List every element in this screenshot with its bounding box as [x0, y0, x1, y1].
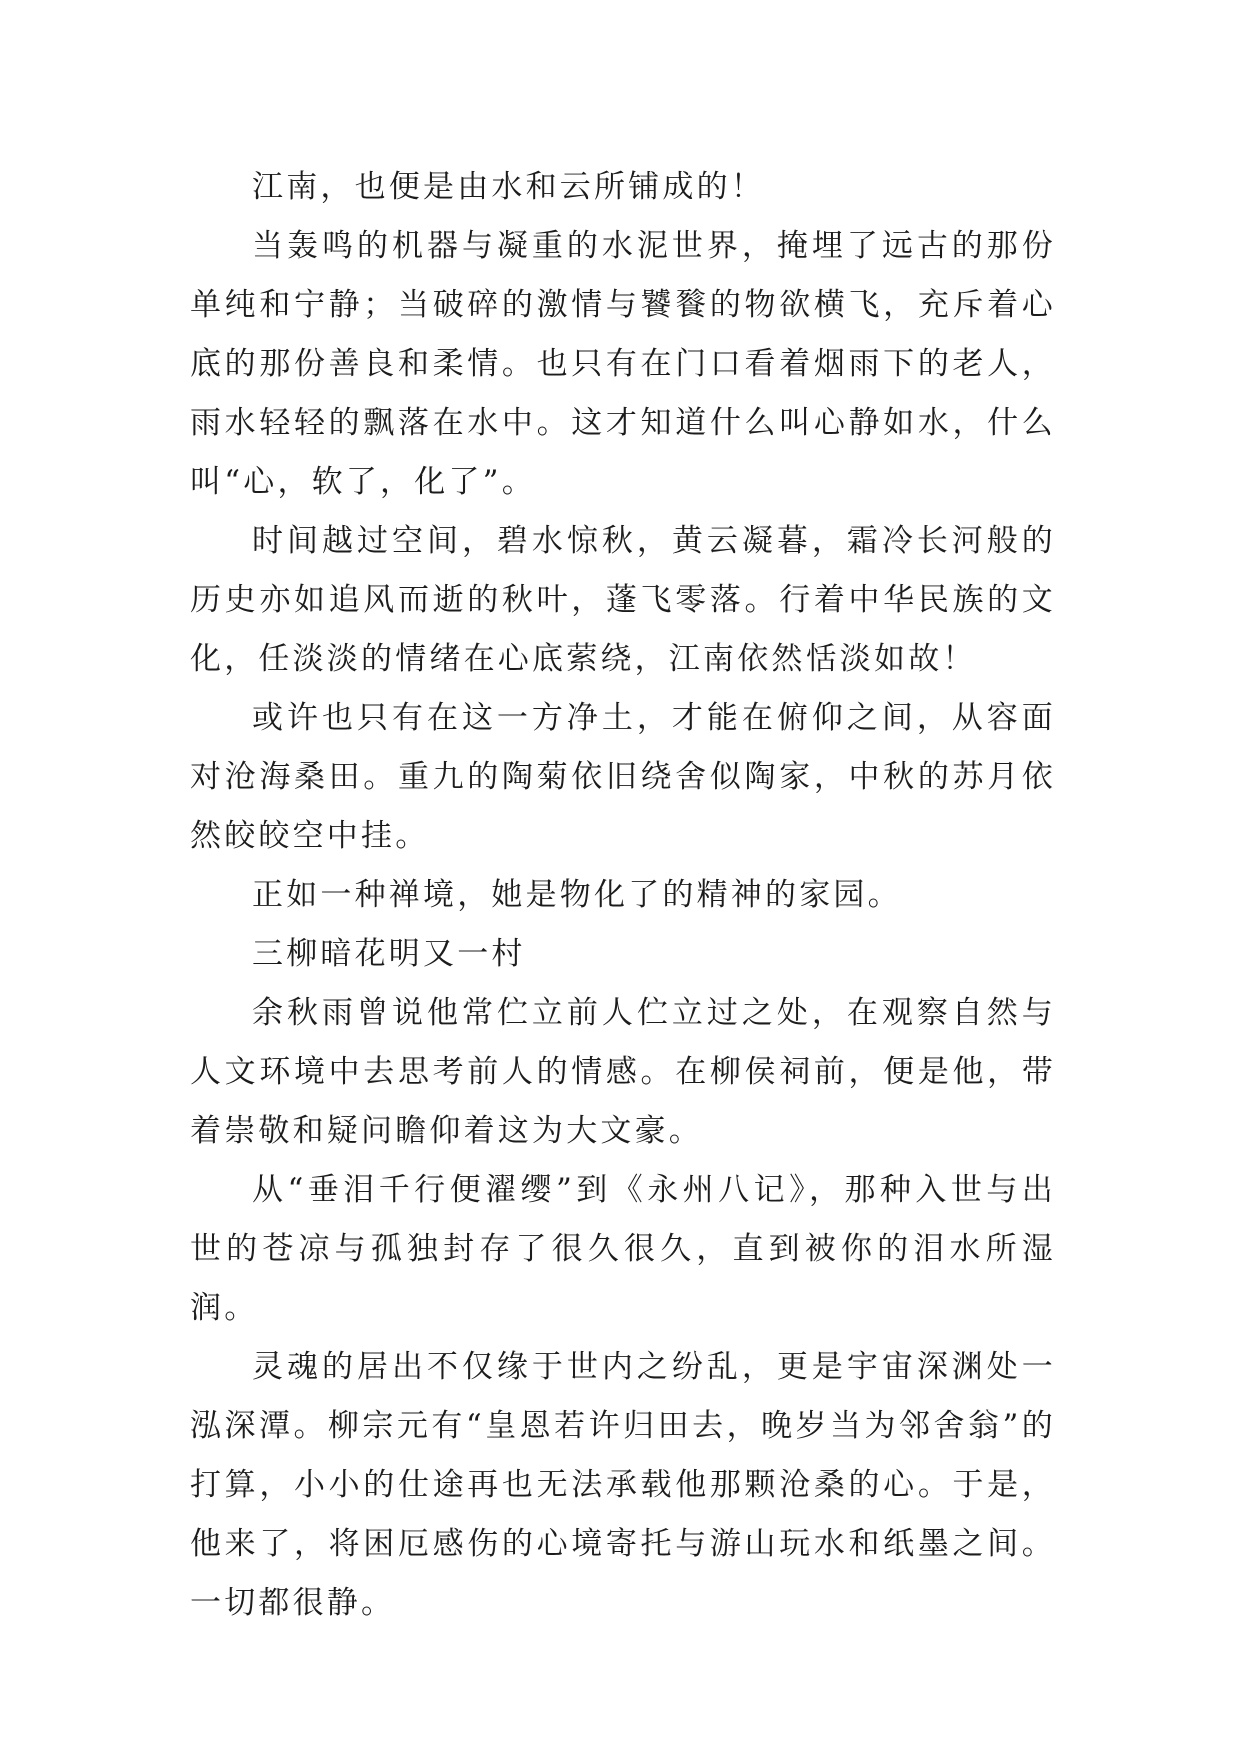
paragraph-time-over-space: 时间越过空间，碧水惊秋，黄云凝暮，霜冷长河般的历史亦如追风而逝的秋叶，蓬飞零落。行着中华民族的文化，任淡淡的情绪在心底萦绕，江南依然恬淡如故！	[190, 523, 1056, 677]
paragraph-liu-zongyuan-soul: 灵魂的居出不仅缘于世内之纷乱，更是宇宙深渊处一泓深潭。柳宗元有“皇恩若许归田去，晚岁当为邻舍翁”的打算，小小的仕途再也无法承载他那颗沧桑的心。于是，他来了，将困厄感伤的心境寄托与游山玩水和纸墨之间。一切都很静。	[190, 1349, 1056, 1621]
paragraph-jiangnan-water-cloud: 江南，也便是由水和云所铺成的！	[252, 169, 765, 205]
document-body	[190, 158, 1056, 1633]
section-heading: 三柳暗花明又一村	[252, 936, 526, 972]
paragraph-yu-qiuyu: 余秋雨曾说他常伫立前人伫立过之处，在观察自然与人文环境中去思考前人的情感。在柳侯祠前，便是他，带着崇敬和疑问瞻仰着这为大文豪。	[190, 995, 1056, 1149]
paragraph-yongzhou-baji: 从“垂泪千行便濯缨”到《永州八记》，那种入世与出世的苍凉与孤独封存了很久很久，直到被你的泪水所湿润。	[190, 1172, 1056, 1326]
paragraph-machines-and-rain: 当轰鸣的机器与凝重的水泥世界，掩埋了远古的那份单纯和宁静；当破碎的激情与饕餮的物欲横飞，充斥着心底的那份善良和柔情。也只有在门口看着烟雨下的老人，雨水轻轻的飘落在水中。这才知道什么叫心静如水，什么叫“心，软了，化了”。	[190, 228, 1056, 500]
paragraph-zen-realm: 正如一种禅境，她是物化了的精神的家园。	[252, 877, 902, 913]
paragraph-pure-land: 或许也只有在这一方净土，才能在俯仰之间，从容面对沧海桑田。重九的陶菊依旧绕舍似陶家，中秋的苏月依然皎皎空中挂。	[190, 700, 1056, 854]
